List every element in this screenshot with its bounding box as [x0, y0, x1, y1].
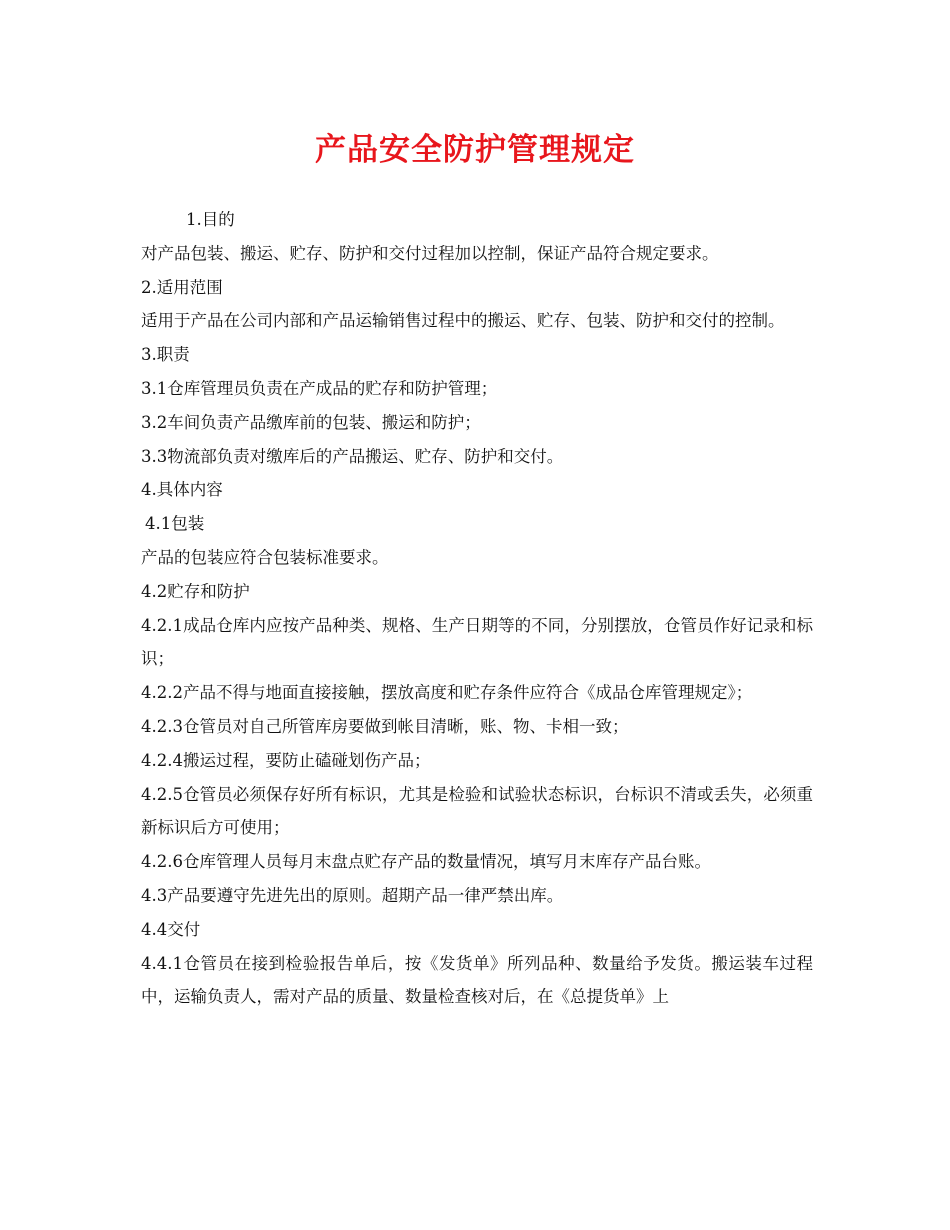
item-4-2-1: 4.2.1成品仓库内应按产品种类、规格、生产日期等的不同，分别摆放，仓管员作好记录和标识； [141, 615, 813, 669]
section-4-heading: 4.具体内容 [141, 480, 223, 500]
item-4-3: 4.3产品要遵守先进先出的原则。超期产品一律严禁出库。 [141, 885, 564, 905]
section-1-heading: 1.目的 [186, 210, 235, 229]
duty-3-2: 3.2车间负责产品缴库前的包装、搬运和防护； [141, 412, 481, 432]
document-title: 产品安全防护管理规定 [315, 132, 635, 168]
item-4-2-3: 4.2.3仓管员对自己所管库房要做到帐目清晰，账、物、卡相一致； [141, 716, 629, 736]
item-4-2-2: 4.2.2产品不得与地面直接接触，摆放高度和贮存条件应符合《成品仓库管理规定》； [141, 683, 753, 703]
subsection-4-4-heading: 4.4交付 [141, 919, 201, 939]
item-4-2-5: 4.2.5仓管员必须保存好所有标识，尤其是检验和试验状态标识，台标识不清或丢失，必须重新标识后方可使用； [141, 784, 813, 838]
section-3-heading: 3.职责 [141, 345, 190, 365]
purpose-text: 对产品包装、搬运、贮存、防护和交付过程加以控制，保证产品符合规定要求。 [141, 243, 719, 263]
subsection-4-1-heading: 4.1包装 [145, 514, 205, 534]
item-4-2-6: 4.2.6仓库管理人员每月末盘点贮存产品的数量情况，填写月末库存产品台账。 [141, 852, 711, 872]
scope-text: 适用于产品在公司内部和产品运输销售过程中的搬运、贮存、包装、防护和交付的控制。 [141, 311, 785, 331]
document-body [141, 203, 813, 1014]
item-4-2-4: 4.2.4搬运过程，要防止磕碰划伤产品； [141, 750, 431, 770]
item-4-4-1: 4.4.1仓管员在接到检验报告单后，按《发货单》所列品种、数量给予发货。搬运装车过程中，运输负责人，需对产品的质量、数量检查核对后，在《总提货单》上 [141, 953, 813, 1007]
duty-3-3: 3.3物流部负责对缴库后的产品搬运、贮存、防护和交付。 [141, 446, 564, 466]
packaging-text: 产品的包装应符合包装标准要求。 [141, 547, 389, 567]
subsection-4-2-heading: 4.2贮存和防护 [141, 581, 250, 601]
section-2-heading: 2.适用范围 [141, 277, 223, 297]
duty-3-1: 3.1仓库管理员负责在产成品的贮存和防护管理； [141, 378, 498, 398]
